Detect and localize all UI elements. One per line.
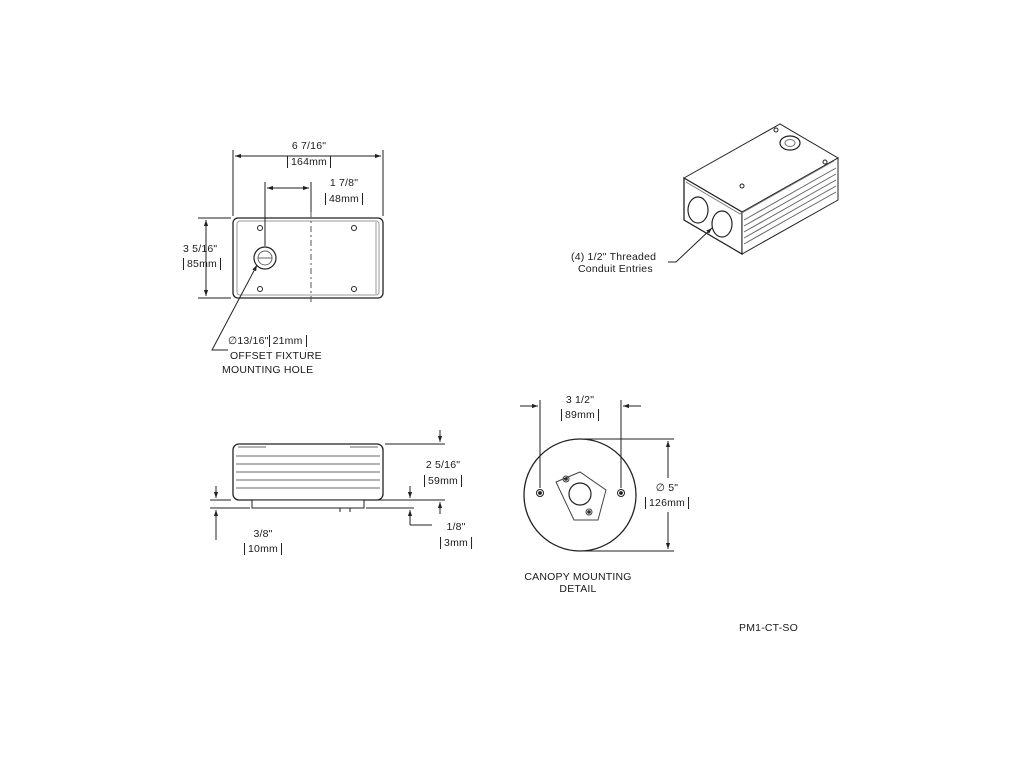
canopy-title-2: DETAIL	[559, 583, 597, 595]
plate-in-label: 1/8"	[446, 521, 466, 533]
side-view	[210, 430, 445, 540]
conduit-entry-2	[712, 211, 732, 237]
hole-note-1: OFFSET FIXTURE	[230, 350, 322, 362]
plate-mm-value: 3mm	[440, 537, 472, 549]
conduit-entry-1	[688, 197, 708, 223]
hole-mm-value: 21mm	[269, 335, 307, 347]
width-mm-value: 164mm	[287, 156, 331, 168]
base-in-label: 3/8"	[253, 528, 273, 540]
depth-in-label: 3 5/16"	[183, 243, 218, 255]
dia-mm-value: 126mm	[645, 497, 689, 509]
width-in-label: 6 7/16"	[291, 140, 327, 152]
part-number: PM1-CT-SO	[739, 622, 798, 634]
spacing-mm-value: 89mm	[561, 409, 599, 421]
spacing-mm-label	[561, 409, 599, 421]
hole-dia-value: ∅13/16"	[228, 335, 269, 347]
plate-mm-label	[440, 537, 472, 549]
side-view-base	[252, 500, 364, 508]
base-mm-value: 10mm	[244, 543, 282, 555]
iso-view	[668, 124, 838, 262]
height-in-label: 2 5/16"	[425, 459, 461, 471]
canopy-center-hole	[569, 483, 591, 505]
base-mm-label	[244, 543, 282, 555]
width-mm-label	[287, 156, 331, 168]
height-mm-value: 59mm	[424, 475, 462, 487]
hole-note-2: MOUNTING HOLE	[222, 364, 314, 376]
offset-mm-label	[325, 193, 363, 205]
depth-mm-label	[183, 258, 221, 270]
conduit-note-2: Conduit Entries	[578, 263, 653, 275]
depth-mm-value: 85mm	[183, 258, 221, 270]
height-mm-label	[424, 475, 462, 487]
conduit-note-1: (4) 1/2" Threaded	[571, 251, 657, 263]
hole-dia-label	[228, 335, 307, 347]
offset-in-label: 1 7/8"	[329, 177, 359, 189]
canopy-title-1: CANOPY MOUNTING	[524, 571, 632, 583]
top-view-body	[233, 218, 383, 298]
spacing-in-label: 3 1/2"	[565, 394, 595, 406]
dia-in-label: ∅ 5"	[655, 482, 679, 494]
offset-mm-value: 48mm	[325, 193, 363, 205]
canopy-view	[520, 400, 674, 551]
dia-mm-label	[645, 497, 689, 509]
